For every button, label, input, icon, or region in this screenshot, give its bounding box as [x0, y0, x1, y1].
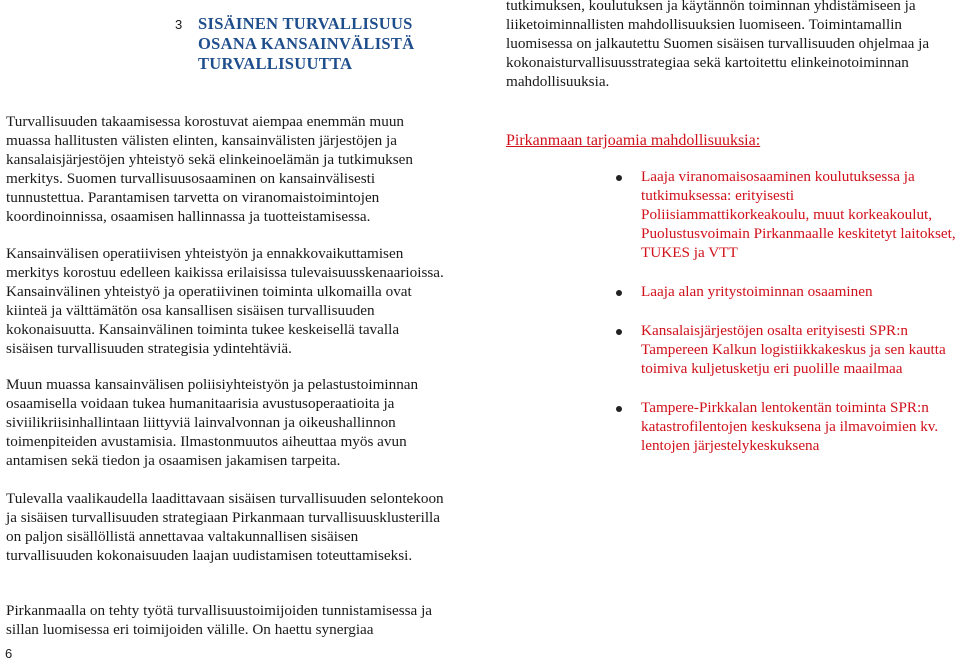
left-column-4 [6, 489, 446, 565]
right-column-intro [506, 0, 958, 91]
list-item-text: Tampere-Pirkkalan lentokentän toiminta SPR:n katastrofilentojen keskuksena ja ilmavoimien kv. lentojen järjestelykeskuksena [641, 399, 939, 454]
left-column [6, 112, 446, 226]
left-column-5 [6, 601, 446, 639]
paragraph: Kansainvälisen operatiivisen yhteistyön ja ennakkovaikuttamisen merkitys korostuu edelleen kaikissa erilaisissa tulevaisuusskenaarioissa. Kansainvälinen yhteistyö ja operatiivinen toiminta ulkomailla ovat kiinteä ja välttämätön osa kansallisen sisäisen turvallisuuden kokonaisuutta. Kansainvälinen toiminta tukee keskeisellä tavalla sisäisen turvallisuuden strategisia ydintehtäviä. [6, 245, 444, 357]
page-number: 6 [5, 646, 13, 661]
paragraph: Tulevalla vaalikaudella laadittavaan sisäisen turvallisuuden selontekoon ja sisäisen turvallisuuden strategiaan Pirkanmaan turvallisuusklusterilla on paljon sisällöllistä annettavaa valtakunnallisen sisäisen turvallisuuden kokonaisuuden laajan uudistamisen toteuttamiseksi. [6, 490, 444, 564]
left-column-3 [6, 375, 446, 470]
list-item-text: Laaja alan yritystoiminnan osaaminen [641, 283, 873, 300]
bullet-icon [616, 329, 622, 335]
list-item [506, 167, 958, 262]
list-item [506, 321, 958, 378]
paragraph: Pirkanmaalla on tehty työtä turvallisuustoimijoiden tunnistamisessa ja sillan luomisessa eri toimijoiden välille. On haettu synergiaa [6, 602, 433, 638]
paragraph: tutkimuksen, koulutuksen ja käytännön toiminnan yhdistämiseen ja liiketoiminnallisten mahdollisuuksien luomiseen. Toimintamallin luomisessa on jalkautettu Suomen sisäisen turvallisuuden ohjelmaa ja kokonaisturvallisuusstrategiaa sekä kartoitettu elinkeinotoiminnan mahdollisuuksia. [506, 0, 930, 90]
section-heading: SISÄINEN TURVALLISUUS OSANA KANSAINVÄLISTÄ TURVALLISUUTTA [198, 14, 415, 73]
bullet-icon [616, 175, 622, 181]
bullet-icon [616, 290, 622, 296]
list-item-text: Kansalaisjärjestöjen osalta erityisesti SPR:n Tampereen Kalkun logistiikkakeskus ja sen kautta toimiva kuljetusketju eri puolille maailmaa [641, 322, 946, 377]
left-column-2 [6, 244, 446, 358]
section-number: 3 [175, 17, 183, 32]
paragraph: Muun muassa kansainvälisen poliisiyhteistyön ja pelastustoiminnan osaamisella voidaan tukea humanitaarisia avustusoperaatioita ja siviilikriisinhallintaan liittyviä lainvalvonnan ja oikeushallinnon toimenpiteiden avustamisia. Ilmastonmuutos aiheuttaa myös avun antamisen sekä tiedon ja osaamisen jakamisen tarpeita. [6, 376, 419, 469]
bullet-icon [616, 406, 622, 412]
list-item [506, 282, 958, 301]
list-item-text: Laaja viranomaisosaaminen koulutuksessa ja tutkimuksessa: erityisesti Poliisiammattikorkeakoulu, muut korkeakoulut, Puolustusvoimain Pirkanmaalle keskitetyt laitokset, TUKES ja VTT [641, 168, 956, 261]
opportunities-heading: Pirkanmaan tarjoamia mahdollisuuksia: [506, 132, 761, 149]
opportunities-list [506, 167, 958, 475]
list-item [506, 398, 958, 455]
paragraph: Turvallisuuden takaamisessa korostuvat aiempaa enemmän muun muassa hallitusten välisten elinten, kansainvälisten järjestöjen ja kansalaisjärjestöjen yhteistyö sekä elinkeinoelämän ja tutkimuksen merkitys. Suomen turvallisuusosaaminen on kansainvälisesti tunnustettua. Parantamisen tarvetta on viranomaistoimintojen koordinoinnissa, osaamisen hallinnassa ja tuotteistamisessa. [6, 113, 413, 225]
